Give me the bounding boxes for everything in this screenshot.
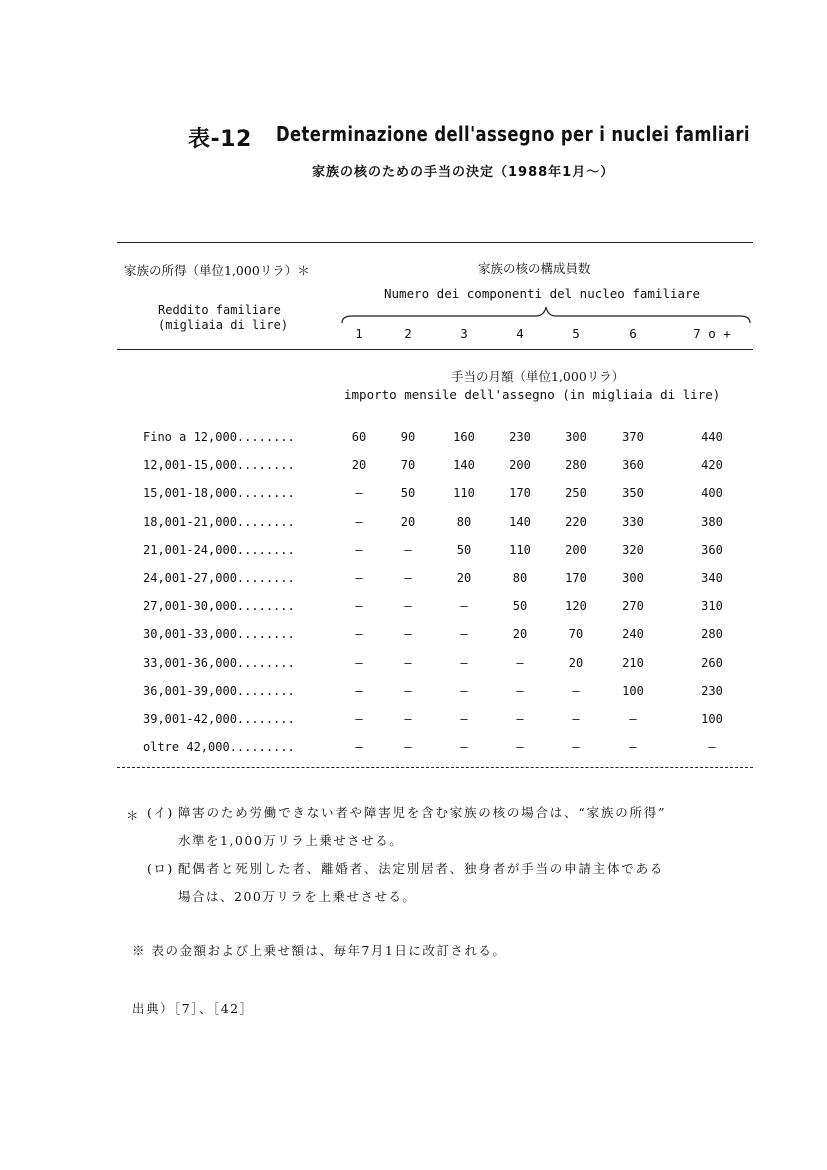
table-cell: — bbox=[404, 684, 412, 698]
members-header-it: Numero dei componenti del nucleo familiare bbox=[384, 286, 701, 301]
table-cell: 110 bbox=[509, 543, 531, 557]
row-label: 33,001-36,000........ bbox=[143, 656, 295, 670]
table-cell: — bbox=[355, 684, 363, 698]
table-cell: — bbox=[404, 543, 412, 557]
amount-header-jp: 手当の月額（単位1,000リラ） bbox=[451, 369, 625, 384]
table-cell: 300 bbox=[565, 430, 587, 444]
table-cell: — bbox=[404, 599, 412, 613]
table-cell: — bbox=[404, 627, 412, 641]
table-cell: — bbox=[572, 740, 580, 754]
table-cell: — bbox=[404, 740, 412, 754]
table-cell: 50 bbox=[400, 486, 416, 500]
table-cell: — bbox=[355, 627, 363, 641]
table-cell: 90 bbox=[400, 430, 416, 444]
row-label: 24,001-27,000........ bbox=[143, 571, 295, 585]
table-cell: 230 bbox=[509, 430, 531, 444]
bottom-rule bbox=[117, 767, 753, 768]
page-subtitle: 家族の核のための手当の決定（1988年1月～） bbox=[312, 165, 615, 180]
table-cell: 20 bbox=[351, 458, 367, 472]
table-cell: — bbox=[460, 627, 468, 641]
table-cell: 100 bbox=[622, 684, 644, 698]
header-rule bbox=[117, 349, 753, 350]
table-cell: 230 bbox=[701, 684, 723, 698]
table-cell: 70 bbox=[568, 627, 584, 641]
table-cell: 310 bbox=[701, 599, 723, 613]
table-cell: 420 bbox=[701, 458, 723, 472]
table-cell: 120 bbox=[565, 599, 587, 613]
table-cell: — bbox=[404, 712, 412, 726]
table-cell: 200 bbox=[509, 458, 531, 472]
table-cell: 270 bbox=[622, 599, 644, 613]
table-cell: 160 bbox=[453, 430, 475, 444]
table-cell: — bbox=[516, 684, 524, 698]
table-cell: — bbox=[460, 684, 468, 698]
table-cell: 440 bbox=[701, 430, 723, 444]
table-cell: — bbox=[404, 656, 412, 670]
table-cell: — bbox=[355, 571, 363, 585]
table-cell: — bbox=[516, 712, 524, 726]
row-label: 36,001-39,000........ bbox=[143, 684, 295, 698]
row-label: 27,001-30,000........ bbox=[143, 599, 295, 613]
column-header-4: 4 bbox=[516, 326, 524, 341]
note-star: ＊ bbox=[126, 808, 141, 823]
note-i-line2: 水準を1,000万リラ上乗せさせる。 bbox=[178, 833, 404, 848]
column-brace bbox=[340, 303, 752, 325]
row-label: 18,001-21,000........ bbox=[143, 515, 295, 529]
table-cell: 50 bbox=[456, 543, 472, 557]
table-cell: — bbox=[404, 571, 412, 585]
table-cell: 380 bbox=[701, 515, 723, 529]
income-header-jp: 家族の所得（単位1,000リラ）＊ bbox=[124, 263, 310, 278]
note-i-marker: (イ) bbox=[147, 805, 174, 820]
table-cell: 360 bbox=[622, 458, 644, 472]
table-cell: 200 bbox=[565, 543, 587, 557]
table-cell: — bbox=[516, 740, 524, 754]
table-cell: — bbox=[572, 684, 580, 698]
table-cell: — bbox=[572, 712, 580, 726]
column-header-7: 7 o + bbox=[693, 326, 731, 341]
page-title: Determinazione dell'assegno per i nuclei famliari bbox=[276, 122, 750, 146]
table-cell: — bbox=[460, 740, 468, 754]
table-cell: 70 bbox=[400, 458, 416, 472]
table-cell: 340 bbox=[701, 571, 723, 585]
row-label: 15,001-18,000........ bbox=[143, 486, 295, 500]
table-cell: — bbox=[355, 656, 363, 670]
table-cell: 100 bbox=[701, 712, 723, 726]
revision-note: ※ 表の金額および上乗せ額は、毎年7月1日に改訂される。 bbox=[132, 943, 507, 958]
table-cell: 80 bbox=[512, 571, 528, 585]
table-cell: 360 bbox=[701, 543, 723, 557]
amount-header-it: importo mensile dell'assegno (in migliaia di lire) bbox=[344, 387, 721, 402]
income-header-it-1: Reddito familiare bbox=[158, 303, 281, 317]
row-label: oltre 42,000......... bbox=[143, 740, 295, 754]
table-cell: — bbox=[355, 543, 363, 557]
column-header-3: 3 bbox=[460, 326, 468, 341]
table-cell: 20 bbox=[512, 627, 528, 641]
table-cell: 20 bbox=[456, 571, 472, 585]
table-cell: 280 bbox=[565, 458, 587, 472]
table-cell: — bbox=[460, 656, 468, 670]
column-header-1: 1 bbox=[355, 326, 363, 341]
column-header-5: 5 bbox=[572, 326, 580, 341]
top-rule bbox=[117, 242, 753, 243]
table-cell: — bbox=[355, 740, 363, 754]
table-cell: 20 bbox=[400, 515, 416, 529]
table-cell: 50 bbox=[512, 599, 528, 613]
table-cell: — bbox=[355, 599, 363, 613]
note-ro-marker: (ロ) bbox=[147, 861, 174, 876]
column-header-6: 6 bbox=[629, 326, 637, 341]
table-cell: 60 bbox=[351, 430, 367, 444]
row-label: 30,001-33,000........ bbox=[143, 627, 295, 641]
table-cell: 350 bbox=[622, 486, 644, 500]
table-cell: 330 bbox=[622, 515, 644, 529]
table-cell: 260 bbox=[701, 656, 723, 670]
table-cell: 400 bbox=[701, 486, 723, 500]
table-cell: — bbox=[629, 712, 637, 726]
table-cell: 240 bbox=[622, 627, 644, 641]
source-note: 出典）［7］、［42］ bbox=[132, 1001, 254, 1016]
table-cell: 140 bbox=[509, 515, 531, 529]
table-cell: — bbox=[355, 515, 363, 529]
table-cell: 370 bbox=[622, 430, 644, 444]
table-cell: 250 bbox=[565, 486, 587, 500]
note-ro-line1: 配偶者と死別した者、離婚者、法定別居者、独身者が手当の申請主体である bbox=[178, 861, 665, 876]
table-cell: 170 bbox=[509, 486, 531, 500]
income-header-it-2: (migliaia di lire) bbox=[158, 318, 289, 332]
table-cell: — bbox=[629, 740, 637, 754]
table-cell: 220 bbox=[565, 515, 587, 529]
note-i-line1: 障害のため労働できない者や障害児を含む家族の核の場合は、“家族の所得” bbox=[178, 805, 667, 820]
table-cell: — bbox=[516, 656, 524, 670]
table-cell: 20 bbox=[568, 656, 584, 670]
table-cell: — bbox=[355, 486, 363, 500]
table-cell: — bbox=[708, 740, 716, 754]
table-cell: — bbox=[355, 712, 363, 726]
table-cell: 170 bbox=[565, 571, 587, 585]
table-cell: 320 bbox=[622, 543, 644, 557]
note-ro-line2: 場合は、200万リラを上乗せさせる。 bbox=[178, 889, 417, 904]
members-header-jp: 家族の核の構成員数 bbox=[478, 261, 591, 276]
row-label: 12,001-15,000........ bbox=[143, 458, 295, 472]
table-cell: 110 bbox=[453, 486, 475, 500]
row-label: 39,001-42,000........ bbox=[143, 712, 295, 726]
table-cell: 210 bbox=[622, 656, 644, 670]
row-label: 21,001-24,000........ bbox=[143, 543, 295, 557]
table-cell: 140 bbox=[453, 458, 475, 472]
row-label: Fino a 12,000........ bbox=[143, 430, 295, 444]
table-cell: 80 bbox=[456, 515, 472, 529]
table-cell: 280 bbox=[701, 627, 723, 641]
column-header-2: 2 bbox=[404, 326, 412, 341]
table-cell: — bbox=[460, 599, 468, 613]
table-cell: 300 bbox=[622, 571, 644, 585]
table-cell: — bbox=[460, 712, 468, 726]
table-number: 表-12 bbox=[188, 127, 252, 152]
